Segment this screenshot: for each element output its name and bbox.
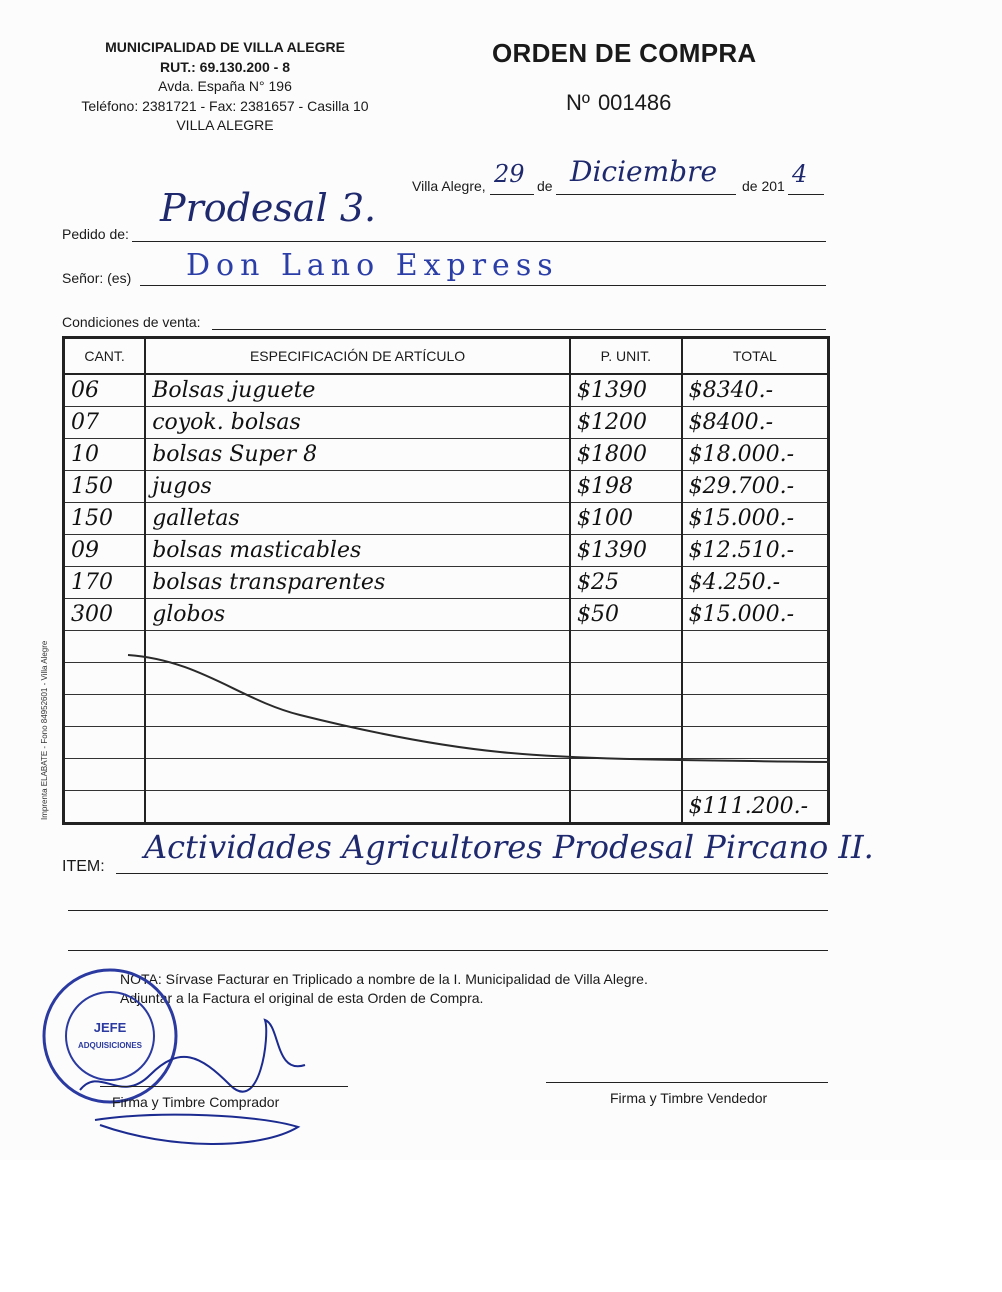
cell-unit: $198 bbox=[570, 471, 682, 503]
date-city-label: Villa Alegre, bbox=[412, 178, 486, 194]
cell-desc: jugos bbox=[145, 471, 570, 503]
cell-desc: bolsas masticables bbox=[145, 535, 570, 567]
cell-total: $15.000.- bbox=[682, 599, 829, 631]
date-year-value: 4 bbox=[792, 160, 808, 188]
cell-unit: $25 bbox=[570, 567, 682, 599]
order-number-label: Nº bbox=[566, 90, 590, 115]
cell-desc: Bolsas juguete bbox=[145, 374, 570, 407]
cell-qty: 150 bbox=[64, 471, 146, 503]
item-line-3 bbox=[68, 950, 828, 951]
cell-desc: bolsas Super 8 bbox=[145, 439, 570, 471]
senor-label: Señor: (es) bbox=[62, 270, 132, 286]
cell-qty: 09 bbox=[64, 535, 146, 567]
cell-total: $18.000.- bbox=[682, 439, 829, 471]
issuer-rut: RUT.: 69.130.200 - 8 bbox=[160, 58, 290, 75]
seller-signature-line bbox=[546, 1082, 828, 1083]
cell-unit: $50 bbox=[570, 599, 682, 631]
cell-qty: 07 bbox=[64, 407, 146, 439]
cell-unit: $1390 bbox=[570, 535, 682, 567]
date-day-value: 29 bbox=[494, 160, 525, 188]
pedido-value: Prodesal 3. bbox=[160, 186, 377, 230]
cell-qty: 06 bbox=[64, 374, 146, 407]
cell-unit: $100 bbox=[570, 503, 682, 535]
cell-desc: globos bbox=[145, 599, 570, 631]
scan-margin bbox=[0, 1160, 1002, 1292]
printer-imprint: Imprenta ELABATE - Fono 84952601 - Villa Alegre bbox=[40, 640, 49, 820]
col-header-total: TOTAL bbox=[682, 338, 829, 375]
nota-line-2: Adjuntar a la Factura el original de esta Orden de Compra. bbox=[120, 990, 484, 1006]
order-number-value: 001486 bbox=[597, 90, 672, 115]
svg-text:ADQUISICIONES: ADQUISICIONES bbox=[77, 1041, 143, 1050]
date-de-label: de bbox=[537, 178, 553, 194]
buyer-signature bbox=[60, 1015, 320, 1155]
cell-qty: 10 bbox=[64, 439, 146, 471]
cell-total: $8340.- bbox=[682, 374, 829, 407]
cell-total: $29.700.- bbox=[682, 471, 829, 503]
senor-value: Don Lano Express bbox=[186, 248, 559, 283]
pedido-label: Pedido de: bbox=[62, 226, 129, 242]
cell-unit: $1800 bbox=[570, 439, 682, 471]
buyer-signature-line bbox=[100, 1086, 348, 1087]
document-title: ORDEN DE COMPRA bbox=[492, 38, 757, 68]
nota-text bbox=[120, 970, 648, 1008]
buyer-signature-label: Firma y Timbre Comprador bbox=[112, 1094, 280, 1110]
cell-qty: 300 bbox=[64, 599, 146, 631]
col-header-cant: CANT. bbox=[64, 338, 146, 375]
issuer-address: Avda. España N° 196 bbox=[158, 78, 292, 94]
cell-total: $12.510.- bbox=[682, 535, 829, 567]
svg-text:JEFE: JEFE bbox=[93, 1020, 127, 1035]
date-month-value: Diciembre bbox=[570, 155, 718, 188]
col-header-especificacion: ESPECIFICACIÓN DE ARTÍCULO bbox=[145, 338, 570, 375]
item-line-2 bbox=[68, 910, 828, 911]
cell-desc: bolsas transparentes bbox=[145, 567, 570, 599]
nota-line-1: NOTA: Sírvase Facturar en Triplicado a nombre de la I. Municipalidad de Villa Alegre. bbox=[120, 971, 648, 987]
cell-desc: galletas bbox=[145, 503, 570, 535]
cell-total: $4.250.- bbox=[682, 567, 829, 599]
seller-signature-label: Firma y Timbre Vendedor bbox=[610, 1090, 768, 1106]
cell-unit: $1390 bbox=[570, 374, 682, 407]
cell-unit: $1200 bbox=[570, 407, 682, 439]
item-line bbox=[116, 873, 828, 874]
issuer-phone: Teléfono: 2381721 - Fax: 2381657 - Casilla 10 bbox=[81, 97, 369, 114]
condiciones-label: Condiciones de venta: bbox=[62, 314, 201, 330]
cell-desc: coyok. bolsas bbox=[145, 407, 570, 439]
cell-total: $15.000.- bbox=[682, 503, 829, 535]
grand-total-value: $111.200.- bbox=[682, 791, 829, 824]
cell-qty: 170 bbox=[64, 567, 146, 599]
item-value: Actividades Agricultores Prodesal Pircano II. bbox=[144, 828, 874, 866]
item-label: ITEM: bbox=[62, 858, 105, 875]
issuer-city: VILLA ALEGRE bbox=[176, 117, 274, 133]
issuer-name: MUNICIPALIDAD DE VILLA ALEGRE bbox=[105, 39, 345, 55]
cell-total: $8400.- bbox=[682, 407, 829, 439]
col-header-precio-unitario: P. UNIT. bbox=[570, 338, 682, 375]
date-year-label: de 201 bbox=[742, 178, 785, 194]
cell-qty: 150 bbox=[64, 503, 146, 535]
